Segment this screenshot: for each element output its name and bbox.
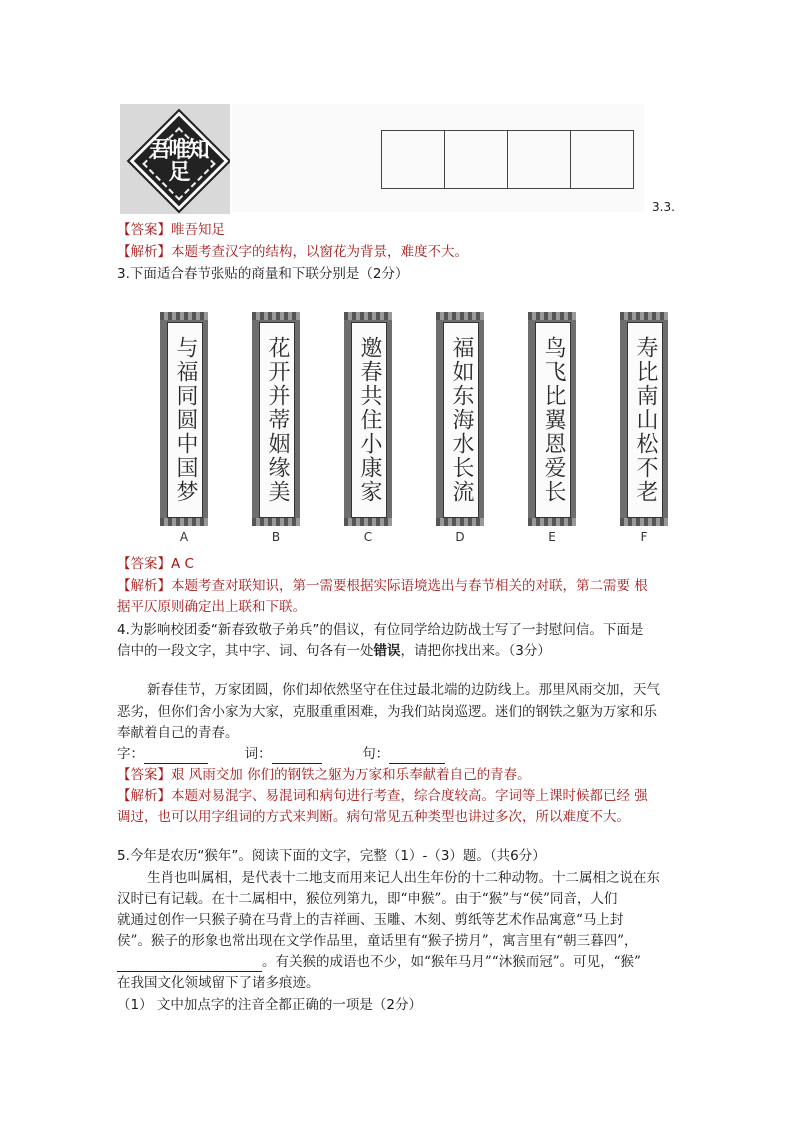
blank-ci-label: 词： [244, 746, 272, 762]
answer-text: 艰 风雨交加 你们的钢铁之躯为万家和乐奉献着自己的青春。 [171, 767, 531, 783]
couplet-text: 福如东海水长流 [443, 322, 479, 518]
q4-question-text: ，请把你找出来。（3分） [400, 643, 551, 659]
answer-text: A C [171, 556, 194, 572]
answer-grid-cell [445, 131, 508, 188]
analysis-text: 本题考查对联知识，第一需要根据实际语境选出与春节相关的对联，第二需要 根 [171, 578, 648, 594]
q5-question: 5.今年是农历“猴年”。阅读下面的文字，完整（1）-（3）题。（共6分） [117, 848, 546, 864]
couplet-letter: B [271, 530, 281, 544]
q3-analysis [117, 576, 648, 596]
answer-grid-cell [571, 131, 633, 188]
answer-grid [381, 130, 634, 189]
q4-passage-line: 新春佳节，万家团圆，你们却依然坚守在住过最北端的边防线上。那里风雨交加，天气 [147, 682, 660, 698]
analysis-text: 本题对易混字、易混词和病句进行考查，综合度较高。字词等上课时候都已经 强 [171, 788, 648, 804]
q2-answer [117, 220, 225, 240]
blank-ci-field[interactable] [272, 747, 322, 764]
q5-fill-blank[interactable] [117, 955, 262, 972]
q5-passage-line: 生肖也叫属相，是代表十二地支而用来记人出生年份的十二种动物。十二属相之说在东 [147, 870, 660, 886]
analysis-label: 【解析】 [117, 578, 171, 594]
q4-question: 4.为影响校团委“新春致敬子弟兵”的倡议，有位同学给边防战士写了一封慰问信。下面是 [117, 622, 644, 638]
answer-text: 唯吾知足 [171, 222, 225, 238]
q3-question: 3.下面适合春节张贴的商量和下联分别是（2分） [117, 266, 409, 282]
couplet-text: 寿比南山松不老 [627, 322, 663, 518]
q5-passage-line [117, 952, 641, 972]
q4-passage-line: 恶劣，但你们舍小家为大家，克服重重困难，为我们站岗巡逻。迷们的钢铁之躯为万家和乐 [117, 704, 657, 720]
q5-passage-text: 。有关猴的成语也不少，如“猴年马月”“沐猴而冠”。可见，“猴” [262, 954, 641, 970]
couplet-letter: F [640, 530, 648, 544]
couplet-text: 鸟飞比翼恩爱长 [535, 322, 571, 518]
q5-passage-line: 就通过创作一只猴子骑在马背上的吉祥画、玉雕、木刻、剪纸等艺术作品寓意“马上封 [117, 912, 624, 928]
q4-passage-line: 奉献着自己的青春。 [117, 725, 239, 741]
couplet-letter: E [548, 530, 556, 544]
q5-passage-line: 汉时已有记载。在十二属相中，猴位列第九，即“申猴”。由于“猴”与“侯”同音，人们 [117, 891, 618, 907]
answer-label: 【答案】 [117, 767, 171, 783]
analysis-text: 本题考查汉字的结构，以窗花为背景，难度不大。 [171, 244, 468, 260]
couplet-text: 与福同圆中国梦 [167, 322, 203, 518]
analysis-label: 【解析】 [117, 788, 171, 804]
q2-analysis [117, 242, 468, 262]
answer-label: 【答案】 [117, 556, 171, 572]
answer-grid-cell [508, 131, 571, 188]
q4-question-emphasis: 错误 [373, 643, 401, 659]
q5-sub-question-1: （1） 文中加点字的注音全都正确的一项是（2分） [117, 997, 422, 1013]
paper-cut-text: 吾唯知足 [149, 138, 207, 185]
couplet-strip-d [436, 312, 484, 526]
answer-label: 【答案】 [117, 222, 171, 238]
couplet-text: 邀春共住小康家 [351, 322, 387, 518]
q5-passage-line: 在我国文化领域留下了诸多痕迹。 [117, 975, 320, 991]
paper-cut-image [120, 104, 230, 214]
couplet-strip-e [528, 312, 576, 526]
couplet-strip-b [252, 312, 300, 526]
couplet-letter: C [363, 530, 373, 544]
couplet-strip-f [620, 312, 668, 526]
q4-analysis-cont: 调过，也可以用字组词的方式来判断。病句常见五种类型也讲过多次，所以难度不大。 [117, 809, 630, 825]
q4-question-text: 信中的一段文字，其中字、词、句各有一处 [117, 643, 374, 659]
blank-ju-label: 句： [362, 746, 390, 762]
blank-zi-field[interactable] [144, 747, 208, 764]
couplet-strip-a [160, 312, 208, 526]
analysis-label: 【解析】 [117, 244, 171, 260]
blank-ju-field[interactable] [389, 747, 445, 764]
couplet-letter: D [455, 530, 465, 544]
q4-question-cont [117, 641, 551, 661]
q3-analysis-cont: 据平仄原则确定出上联和下联。 [117, 599, 306, 615]
couplet-letter: A [179, 530, 189, 544]
q4-blanks [117, 744, 445, 764]
q4-answer [117, 765, 531, 785]
couplet-strip-c [344, 312, 392, 526]
couplet-text: 花开并蒂姻缘美 [259, 322, 295, 518]
blank-zi-label: 字： [117, 746, 144, 762]
side-note: 3.3. [652, 200, 675, 214]
answer-grid-cell [382, 131, 445, 188]
q3-answer [117, 554, 194, 574]
q4-analysis [117, 786, 648, 806]
q5-passage-line: 侯”。猴子的形象也常出现在文学作品里，童话里有“猴子捞月”，寓言里有“朝三暮四”， [117, 933, 638, 949]
